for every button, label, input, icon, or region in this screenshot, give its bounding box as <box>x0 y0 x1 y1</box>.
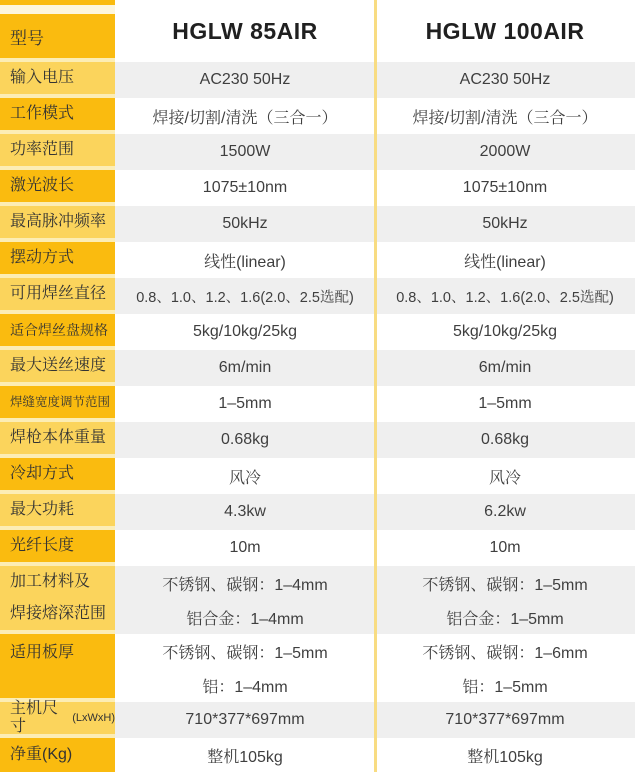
value-work-mode-85air: 焊接/切割/清洗（三合一） <box>115 98 375 134</box>
value-aluminum-penetration-100air: 铝合金：1–5mm <box>446 610 564 628</box>
machine-dimensions-label: 主机尺寸 <box>10 699 59 735</box>
value-cooling-method-100air: 风冷 <box>375 458 635 494</box>
value-fiber-length-100air: 10m <box>375 530 635 566</box>
value-power-range-100air: 2000W <box>375 134 635 170</box>
value-weld-width-range-100air: 1–5mm <box>375 386 635 422</box>
row-label-max-power-consumption: 最大功耗 <box>0 494 115 530</box>
value-laser-wavelength-100air: 1075±10nm <box>375 170 635 206</box>
row-plate-thickness <box>0 634 635 702</box>
value-wire-diameter-100air: 0.8、1.0、1.2、1.6(2.0、2.5选配) <box>375 278 635 314</box>
row-label-materials-penetration <box>0 566 115 634</box>
row-label-max-pulse-frequency: 最高脉冲频率 <box>0 206 115 242</box>
row-fiber-length <box>0 530 635 566</box>
value-wobble-mode-85air: 线性(linear) <box>115 242 375 278</box>
row-label-plate-thickness: 适用板厚 <box>0 634 115 702</box>
value-machine-dimensions-100air: 710*377*697mm <box>375 702 635 738</box>
value-wobble-mode-100air: 线性(linear) <box>375 242 635 278</box>
row-label-cooling-method: 冷却方式 <box>0 458 115 494</box>
column-divider <box>374 0 377 772</box>
value-gun-weight-85air: 0.68kg <box>115 422 375 458</box>
value-cooling-method-85air: 风冷 <box>115 458 375 494</box>
row-gun-weight <box>0 422 635 458</box>
value-max-pulse-frequency-100air: 50kHz <box>375 206 635 242</box>
row-label-power-range: 功率范围 <box>0 134 115 170</box>
row-max-wire-feed-speed <box>0 350 635 386</box>
row-label-input-voltage: 输入电压 <box>0 62 115 98</box>
value-materials-penetration-85air <box>115 566 375 634</box>
value-steel-penetration-85air: 不锈钢、碳钢：1–4mm <box>162 576 328 594</box>
header-label-cell <box>0 0 115 62</box>
model-name-85air: HGLW 85AIR <box>115 0 375 62</box>
row-weld-width-range <box>0 386 635 422</box>
value-wire-diameter-85air: 0.8、1.0、1.2、1.6(2.0、2.5选配) <box>115 278 375 314</box>
row-power-range <box>0 134 635 170</box>
value-wire-spool-size-100air: 5kg/10kg/25kg <box>375 314 635 350</box>
value-input-voltage-85air: AC230 50Hz <box>115 62 375 98</box>
value-work-mode-100air: 焊接/切割/清洗（三合一） <box>375 98 635 134</box>
row-wire-spool-size <box>0 314 635 350</box>
model-name-100air: HGLW 100AIR <box>375 0 635 62</box>
value-max-power-consumption-85air: 4.3kw <box>115 494 375 530</box>
value-aluminum-thickness-85air: 铝：1–4mm <box>202 678 288 696</box>
value-plate-thickness-85air <box>115 634 375 702</box>
row-label-wire-diameter: 可用焊丝直径 <box>0 278 115 314</box>
row-work-mode <box>0 98 635 134</box>
value-max-pulse-frequency-85air: 50kHz <box>115 206 375 242</box>
value-net-weight-85air: 整机105kg <box>115 738 375 772</box>
value-wire-spool-size-85air: 5kg/10kg/25kg <box>115 314 375 350</box>
value-steel-thickness-100air: 不锈钢、碳钢：1–6mm <box>422 644 588 662</box>
value-aluminum-thickness-100air: 铝：1–5mm <box>462 678 548 696</box>
value-steel-penetration-100air: 不锈钢、碳钢：1–5mm <box>422 576 588 594</box>
row-max-power-consumption <box>0 494 635 530</box>
table-header-row <box>0 0 635 62</box>
row-materials-penetration <box>0 566 635 634</box>
value-laser-wavelength-85air: 1075±10nm <box>115 170 375 206</box>
row-input-voltage <box>0 62 635 98</box>
value-max-power-consumption-100air: 6.2kw <box>375 494 635 530</box>
value-plate-thickness-100air <box>375 634 635 702</box>
value-aluminum-penetration-85air: 铝合金：1–4mm <box>186 610 304 628</box>
row-label-weld-width-range: 焊缝宽度调节范围 <box>0 386 115 422</box>
row-label-net-weight: 净重(Kg) <box>0 738 115 772</box>
value-steel-thickness-85air: 不锈钢、碳钢：1–5mm <box>162 644 328 662</box>
value-gun-weight-100air: 0.68kg <box>375 422 635 458</box>
top-gap <box>0 5 115 14</box>
value-machine-dimensions-85air: 710*377*697mm <box>115 702 375 738</box>
row-label-laser-wavelength: 激光波长 <box>0 170 115 206</box>
header-label: 型号 <box>0 14 115 62</box>
row-cooling-method <box>0 458 635 494</box>
row-wire-diameter <box>0 278 635 314</box>
value-max-wire-feed-speed-85air: 6m/min <box>115 350 375 386</box>
row-label-fiber-length: 光纤长度 <box>0 530 115 566</box>
row-label-wobble-mode: 摆动方式 <box>0 242 115 278</box>
row-wobble-mode <box>0 242 635 278</box>
row-label-materials-line1: 加工材料及 <box>10 572 91 590</box>
row-label-machine-dimensions <box>0 699 115 738</box>
row-label-materials-line2: 焊接熔深范围 <box>10 605 107 622</box>
value-power-range-85air: 1500W <box>115 134 375 170</box>
row-max-pulse-frequency <box>0 206 635 242</box>
value-weld-width-range-85air: 1–5mm <box>115 386 375 422</box>
row-label-max-wire-feed-speed: 最大送丝速度 <box>0 350 115 386</box>
row-net-weight <box>0 738 635 772</box>
row-label-gun-weight: 焊枪本体重量 <box>0 422 115 458</box>
value-input-voltage-100air: AC230 50Hz <box>375 62 635 98</box>
value-max-wire-feed-speed-100air: 6m/min <box>375 350 635 386</box>
value-materials-penetration-100air <box>375 566 635 634</box>
machine-dimensions-label-suffix: (LxWxH) <box>72 711 115 724</box>
row-machine-dimensions <box>0 699 635 738</box>
row-label-work-mode: 工作模式 <box>0 98 115 134</box>
value-net-weight-100air: 整机105kg <box>375 738 635 772</box>
value-fiber-length-85air: 10m <box>115 530 375 566</box>
row-laser-wavelength <box>0 170 635 206</box>
row-label-wire-spool-size: 适合焊丝盘规格 <box>0 314 115 350</box>
